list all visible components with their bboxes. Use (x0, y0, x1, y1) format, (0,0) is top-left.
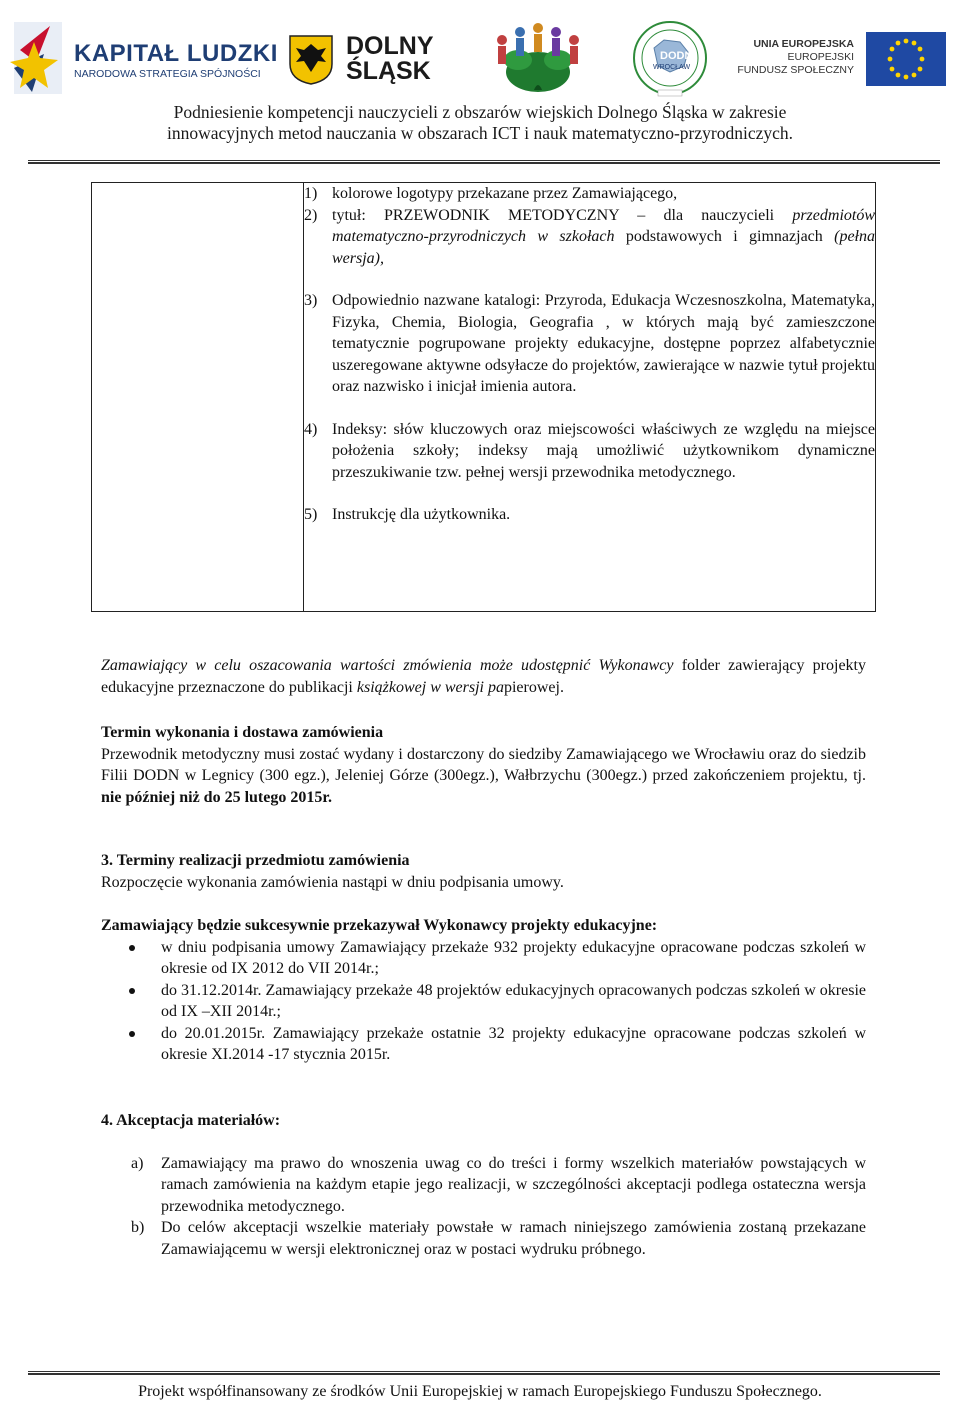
section-4-list (101, 1153, 866, 1261)
eu-flag-icon (866, 32, 946, 86)
header-divider (28, 160, 940, 164)
section-4 (101, 1110, 866, 1260)
spec-list-item: 1) kolorowe logotypy przekazane przez Zamawiającego, (304, 185, 678, 202)
kapital-ludzki-star-icon (10, 18, 70, 98)
spec-table-content-cell (304, 183, 876, 612)
section-3-heading: 3. Terminy realizacji przedmiotu zamówienia (101, 852, 410, 869)
sukcesywnie-heading: Zamawiający będzie sukcesywnie przekazywał Wykonawcy projekty edukacyjne: (101, 917, 658, 934)
list-item: do 20.01.2015r. Zamawiający przekaże ostatnie 32 projekty edukacyjne opracowane podczas szkoleń w okresie XI.2014 -17 stycznia 2015r. (101, 1023, 866, 1066)
sukcesywnie-list (101, 937, 866, 1066)
people-leaf-icon (488, 20, 588, 98)
spec-list-item: 5) Instrukcję dla użytkownika. (304, 506, 511, 523)
footer-divider (28, 1371, 940, 1375)
folder-paragraph: Zamawiający w celu oszacowania wartości zmówienia może udostępnić Wykonawcy folder zawierający projekty edukacyjne przeznaczone do publikacji książkowej w wersji papierowej. (101, 657, 866, 696)
dodn-city: WROCŁAW (653, 64, 691, 71)
ue-efs-text: UNIA EUROPEJSKA EUROPEJSKI FUNDUSZ SPOŁECZNY (737, 38, 854, 76)
list-item: w dniu podpisania umowy Zamawiający przekaże 932 projekty edukacyjne opracowane podczas szkoleń w okresie od IX 2012 do VII 2014r.; (101, 937, 866, 980)
spec-list-item: 4) Indeksy: słów kluczowych oraz miejscowości właściwych ze względu na miejsce położenia szkoły; indeksy mają umożliwić użytkownikom dynamiczne przeszukiwanie tzw. pełnej wersji przewodnika metodycznego. (304, 420, 875, 481)
bullet-icon (129, 945, 135, 951)
kapital-ludzki-subtitle: NARODOWA STRATEGIA SPÓJNOŚCI (74, 68, 261, 80)
spec-list (304, 183, 875, 526)
silesia-eagle-shield-icon (288, 34, 334, 86)
bullet-icon (129, 988, 135, 994)
logo-bar (0, 0, 960, 100)
page-footer: Projekt współfinansowany ze środków Unii Europejskiej w ramach Europejskiego Funduszu Społecznego. (138, 1383, 822, 1400)
ue-efs-logo (736, 30, 946, 88)
spec-list-item: 2) tytuł: PRZEWODNIK METODYCZNY – dla nauczycieli przedmiotów matematyczno-przyrodniczych w szkołach podstawowych i gimnazjach (pełna wersja), (304, 206, 875, 267)
section-4-heading: 4. Akceptacja materiałów: (101, 1112, 281, 1129)
section-3 (101, 850, 866, 893)
project-title: Podniesienie kompetencji nauczycieli z obszarów wiejskich Dolnego Śląska w zakresie innowacyjnych metod nauczania w obszarach ICT i nauk matematyczno-przyrodniczych. (166, 102, 794, 143)
kapital-ludzki-logo (10, 18, 278, 98)
kapital-ludzki-title: KAPITAŁ LUDZKI (74, 40, 278, 67)
spec-list-item: 3) Odpowiednio nazwane katalogi: Przyroda, Edukacja Wczesnoszkolna, Matematyka, Fizyka, Chemia, Biologia, Geografia , w których mają być zamieszczone tematycznie pogrupowane projekty edukacyjne, dostępne poprzez alfabetycznie uszeregowane aktywne odsyłacze do projektów, zawierające w nazwie tytuł projektu oraz nazwisko i inicjał imienia autora. (304, 292, 875, 395)
page-header (0, 0, 960, 160)
list-item: a) Zamawiający ma prawo do wnoszenia uwag co do treści i formy wszelkich materiałów powstających w ramach zamówienia na każdym etapie jego realizacji, w szczególności akceptacji podlega ostateczna wersja przewodnika metodycznego. (131, 1154, 866, 1215)
dolny-slask-text: DOLNY ŚLĄSK (346, 32, 434, 85)
dodn-name: DODN (660, 50, 693, 62)
section-3-text: Rozpoczęcie wykonania zamówienia nastąpi w dniu podpisania umowy. (101, 873, 564, 891)
termin-heading: Termin wykonania i dostawa zamówienia (101, 724, 384, 741)
list-item: do 31.12.2014r. Zamawiający przekaże 48 projektów edukacyjnych opracowanych podczas szkoleń w okresie od IX –XII 2014r.; (101, 980, 866, 1023)
list-item: b) Do celów akceptacji wszelkie materiały powstałe w ramach niniejszego zamówienia zostaną przekazane Zamawiającemu w wersji elektronicznej oraz w postaci wydruku próbnego. (131, 1219, 866, 1258)
termin-text: Przewodnik metodyczny musi zostać wydany i dostarczony do siedziby Zamawiającego we Wrocławiu oraz do siedzib Filii DODN w Legnicy (300 egz.), Jeleniej Górze (300egz.), Wałbrzychu (300egz.) przed zakończeniem projektu, tj. nie później niż do 25 lutego 2015r. (101, 745, 866, 806)
dolny-slask-logo (288, 34, 468, 86)
spec-table-label-cell (92, 183, 304, 612)
bullet-icon (129, 1031, 135, 1037)
dodn-logo (620, 18, 720, 98)
sukcesywnie-section (101, 915, 866, 1066)
spec-table (91, 182, 876, 612)
termin-section (101, 722, 866, 808)
people-tree-logo (488, 20, 588, 98)
